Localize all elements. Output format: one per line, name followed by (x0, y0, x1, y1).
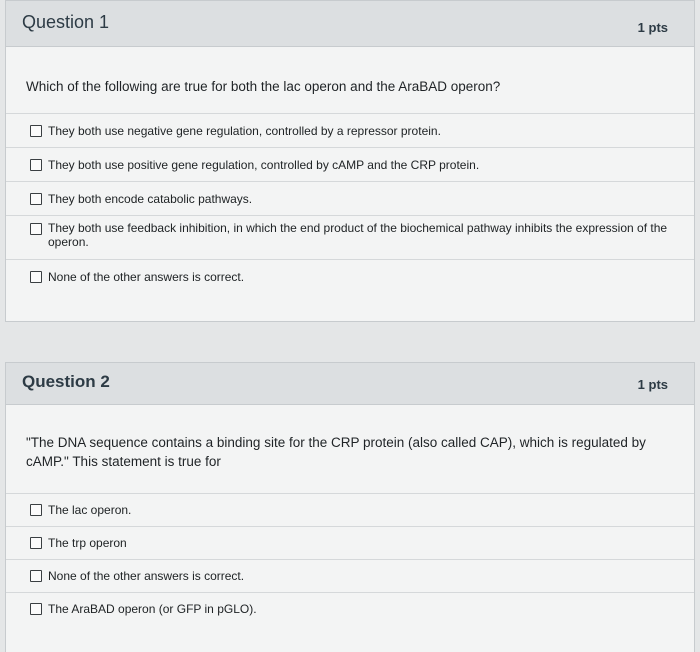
checkbox[interactable] (30, 537, 42, 549)
checkbox[interactable] (30, 159, 42, 171)
answer-label: They both use positive gene regulation, controlled by cAMP and the CRP protein. (48, 157, 480, 172)
answer-label: None of the other answers is correct. (48, 569, 245, 583)
checkbox[interactable] (30, 193, 42, 205)
answer-option[interactable] (6, 559, 694, 592)
question-1-title: Question 1 (22, 12, 110, 32)
answer-option[interactable] (6, 215, 694, 259)
answer-option[interactable] (6, 147, 694, 181)
answer-option[interactable] (6, 259, 694, 293)
question-1-card (5, 0, 695, 322)
question-2-title: Question 2 (22, 372, 110, 391)
answer-option[interactable] (6, 181, 694, 215)
question-2-header (6, 363, 694, 405)
checkbox[interactable] (30, 271, 42, 283)
question-2-card (5, 362, 695, 652)
answer-label: The lac operon. (48, 503, 132, 517)
checkbox[interactable] (30, 223, 42, 235)
answer-label: The AraBAD operon (or GFP in pGLO). (48, 602, 257, 616)
question-2-text: "The DNA sequence contains a binding site for the CRP protein (also called CAP), which is regulated by cAMP." This statement is true for (26, 435, 646, 469)
checkbox[interactable] (30, 125, 42, 137)
question-1-points: 1 pts (637, 20, 668, 35)
answer-label: The trp operon (48, 536, 127, 550)
question-1-answers (6, 113, 694, 293)
answer-label: They both encode catabolic pathways. (48, 191, 253, 206)
checkbox[interactable] (30, 603, 42, 615)
answer-label: They both use feedback inhibition, in which the end product of the biochemical pathway inhibits the expression of the operon. (48, 221, 668, 249)
question-2-points: 1 pts (637, 377, 668, 392)
checkbox[interactable] (30, 570, 42, 582)
question-1-text: Which of the following are true for both the lac operon and the AraBAD operon? (26, 79, 501, 94)
answer-option[interactable] (6, 526, 694, 559)
answer-label: They both use negative gene regulation, controlled by a repressor protein. (48, 123, 441, 138)
checkbox[interactable] (30, 504, 42, 516)
question-1-header (6, 1, 694, 47)
answer-option[interactable] (6, 592, 694, 625)
answer-option[interactable] (6, 493, 694, 526)
answer-option[interactable] (6, 113, 694, 147)
answer-label: None of the other answers is correct. (48, 269, 245, 284)
question-2-answers (6, 493, 694, 625)
